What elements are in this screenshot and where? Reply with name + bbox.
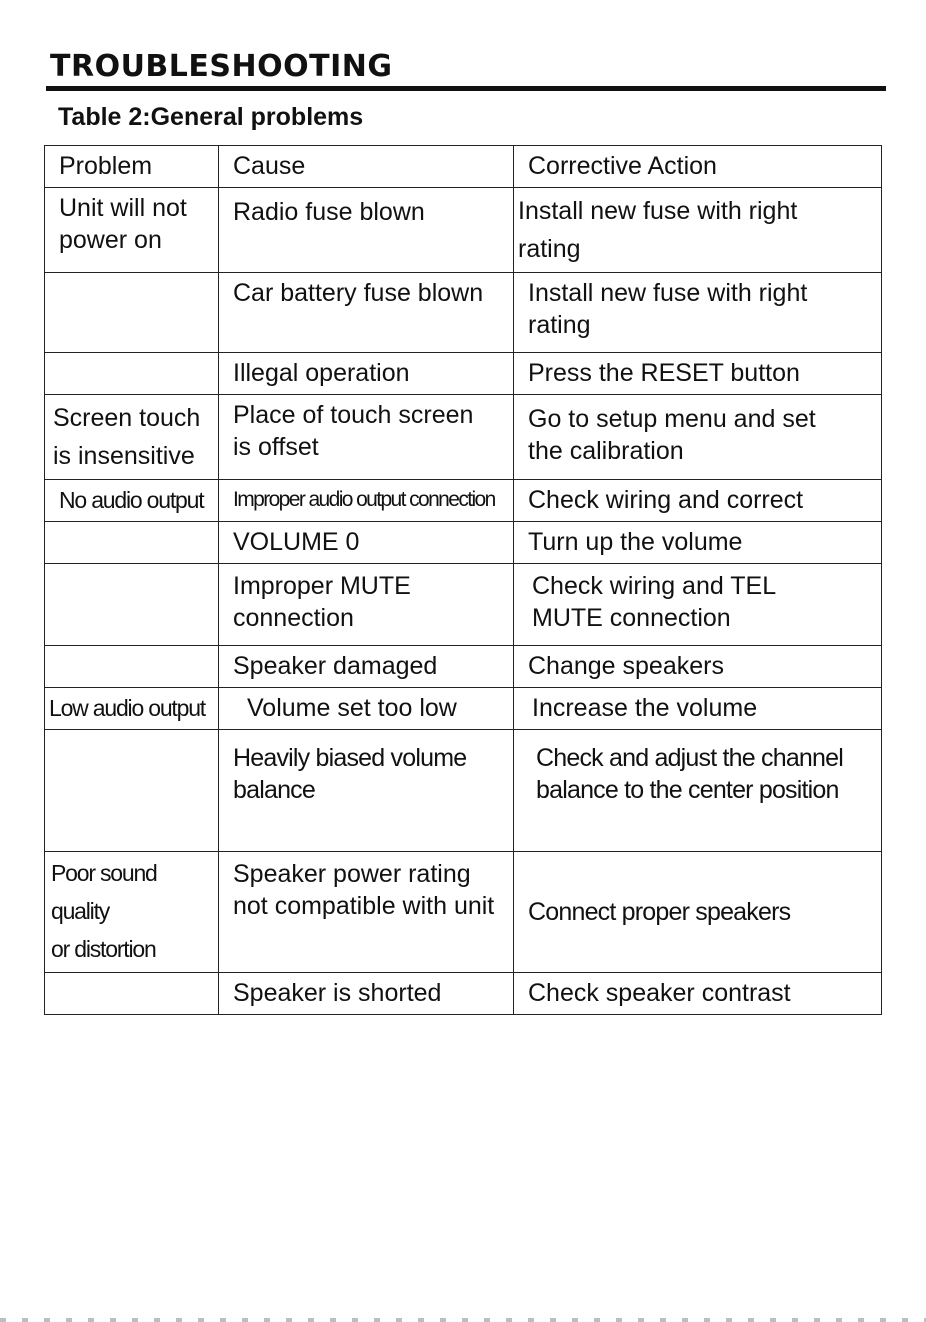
table-row (45, 522, 882, 564)
cause-cell: Speaker power rating not compatible with unit (219, 852, 514, 973)
table-row (45, 730, 882, 852)
header-corrective-action: Corrective Action (514, 146, 882, 188)
problem-cell (45, 353, 219, 395)
cause-cell: Improper MUTE connection (219, 564, 514, 646)
cause-cell: Heavily biased volume balance (219, 730, 514, 852)
problem-cell: Screen touch is insensitive (45, 395, 219, 480)
title-divider (46, 86, 886, 91)
action-cell: Install new fuse with right rating (514, 273, 882, 353)
problem-cell: Unit will not power on (45, 188, 219, 273)
table-row (45, 973, 882, 1015)
cause-cell: Car battery fuse blown (219, 273, 514, 353)
cause-cell: VOLUME 0 (219, 522, 514, 564)
problem-cell (45, 564, 219, 646)
problem-cell (45, 522, 219, 564)
table-caption: Table 2:General problems (58, 103, 364, 131)
problem-cell: No audio output (45, 480, 219, 522)
action-cell: Press the RESET button (514, 353, 882, 395)
cause-cell: Illegal operation (219, 353, 514, 395)
problem-cell (45, 730, 219, 852)
cause-cell: Improper audio output connection (219, 480, 514, 522)
table-row (45, 188, 882, 273)
cause-cell: Radio fuse blown (219, 188, 514, 273)
table-row (45, 852, 882, 973)
table-header-row (45, 146, 882, 188)
table-row (45, 395, 882, 480)
action-cell: Connect proper speakers (514, 852, 882, 973)
page-title: TROUBLESHOOTING (50, 49, 393, 84)
cause-cell: Volume set too low (219, 688, 514, 730)
table-row (45, 273, 882, 353)
action-cell: Turn up the volume (514, 522, 882, 564)
cause-cell: Place of touch screen is offset (219, 395, 514, 480)
problem-cell (45, 646, 219, 688)
problem-cell: Poor sound quality or distortion (45, 852, 219, 973)
action-cell: Increase the volume (514, 688, 882, 730)
table-row (45, 688, 882, 730)
problem-cell (45, 273, 219, 353)
table-row (45, 480, 882, 522)
action-cell: Check wiring and correct (514, 480, 882, 522)
table-row (45, 646, 882, 688)
action-cell: Check wiring and TEL MUTE connection (514, 564, 882, 646)
action-cell: Check and adjust the channel balance to the center position (514, 730, 882, 852)
header-cause: Cause (219, 146, 514, 188)
table-row (45, 353, 882, 395)
header-problem: Problem (45, 146, 219, 188)
action-cell: Change speakers (514, 646, 882, 688)
action-cell: Check speaker contrast (514, 973, 882, 1015)
cause-cell: Speaker is shorted (219, 973, 514, 1015)
action-cell: Go to setup menu and set the calibration (514, 395, 882, 480)
action-cell: Install new fuse with right rating (514, 188, 882, 273)
problem-cell: Low audio output (45, 688, 219, 730)
cause-cell: Speaker damaged (219, 646, 514, 688)
page-bottom-edge (0, 1318, 926, 1322)
table-row (45, 564, 882, 646)
problem-cell (45, 973, 219, 1015)
troubleshooting-table (44, 145, 882, 1015)
